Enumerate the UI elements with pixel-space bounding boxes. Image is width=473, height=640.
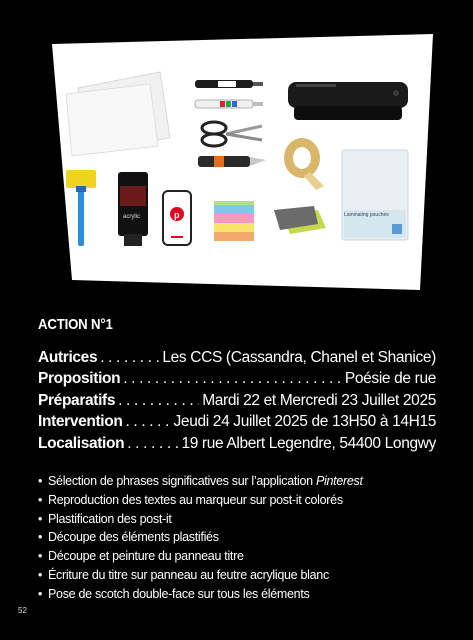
step-text: Découpe et peinture du panneau titre <box>48 549 244 564</box>
bullet: • <box>38 567 43 582</box>
info-label: Intervention <box>38 413 123 431</box>
step-text: Plastification des post-it <box>48 511 172 526</box>
info-row-proposition <box>38 368 436 389</box>
dot-leader <box>126 411 171 432</box>
dot-leader <box>123 368 342 389</box>
page-number: 52 <box>18 606 27 615</box>
action-info <box>38 347 436 454</box>
list-item <box>38 491 363 510</box>
smartphone-pinterest <box>163 191 191 245</box>
info-value: Poésie de rue <box>344 370 436 388</box>
list-item <box>38 547 363 566</box>
info-label: Proposition <box>38 370 121 388</box>
info-row-preparatifs <box>38 390 436 411</box>
step-text: Reproduction des textes au marqueur sur post-it colorés <box>48 492 343 507</box>
step-text: Écriture du titre sur panneau au feutre acrylique blanc <box>48 567 329 582</box>
svg-text:p: p <box>174 210 180 220</box>
bullet: • <box>38 492 43 507</box>
bullet: • <box>38 530 43 545</box>
info-label: Préparatifs <box>38 391 116 409</box>
info-label: Autrices <box>38 349 98 366</box>
info-row-intervention <box>38 411 436 432</box>
laminating-pouches <box>342 150 408 240</box>
bullet: • <box>38 549 43 564</box>
bullet: • <box>38 586 43 601</box>
list-item <box>38 585 363 604</box>
laminator-machine <box>288 82 408 120</box>
svg-text:Laminating pouches: Laminating pouches <box>344 212 389 218</box>
info-value: Mardi 22 et Mercredi 23 Juillet 2025 <box>202 391 436 409</box>
dot-leader <box>127 433 178 454</box>
info-row-autrices <box>38 347 436 368</box>
action-heading: ACTION N°1 <box>38 316 113 333</box>
step-text: Sélection de phrases significatives sur l’application <box>48 474 316 488</box>
step-text: Découpe des éléments plastifiés <box>48 530 219 545</box>
bullet: • <box>38 511 43 526</box>
bullet: • <box>38 474 43 488</box>
step-emphasis: Pinterest <box>315 474 363 488</box>
step-text: Pose de scotch double-face sur tous les éléments <box>48 586 310 601</box>
info-value: Les CCS (Cassandra, Chanel et Shanice) <box>162 349 436 366</box>
info-row-localisation <box>38 433 436 454</box>
list-item <box>38 472 363 491</box>
list-item <box>38 528 363 547</box>
info-value: 19 rue Albert Legendre, 54400 Longwy <box>181 434 436 452</box>
info-label: Localisation <box>38 434 125 452</box>
steps-list <box>38 472 363 604</box>
acrylic-paint-tube <box>118 172 148 246</box>
info-value: Jeudi 24 Juillet 2025 de 13H50 à 14H15 <box>173 413 436 431</box>
dot-leader <box>118 390 199 411</box>
dot-leader <box>100 347 159 368</box>
list-item <box>38 510 363 529</box>
paint-marker-white <box>195 100 263 108</box>
materials-photo <box>0 0 473 300</box>
post-it-stack <box>214 201 254 241</box>
list-item <box>38 566 363 585</box>
svg-text:acrylic: acrylic <box>123 214 141 220</box>
